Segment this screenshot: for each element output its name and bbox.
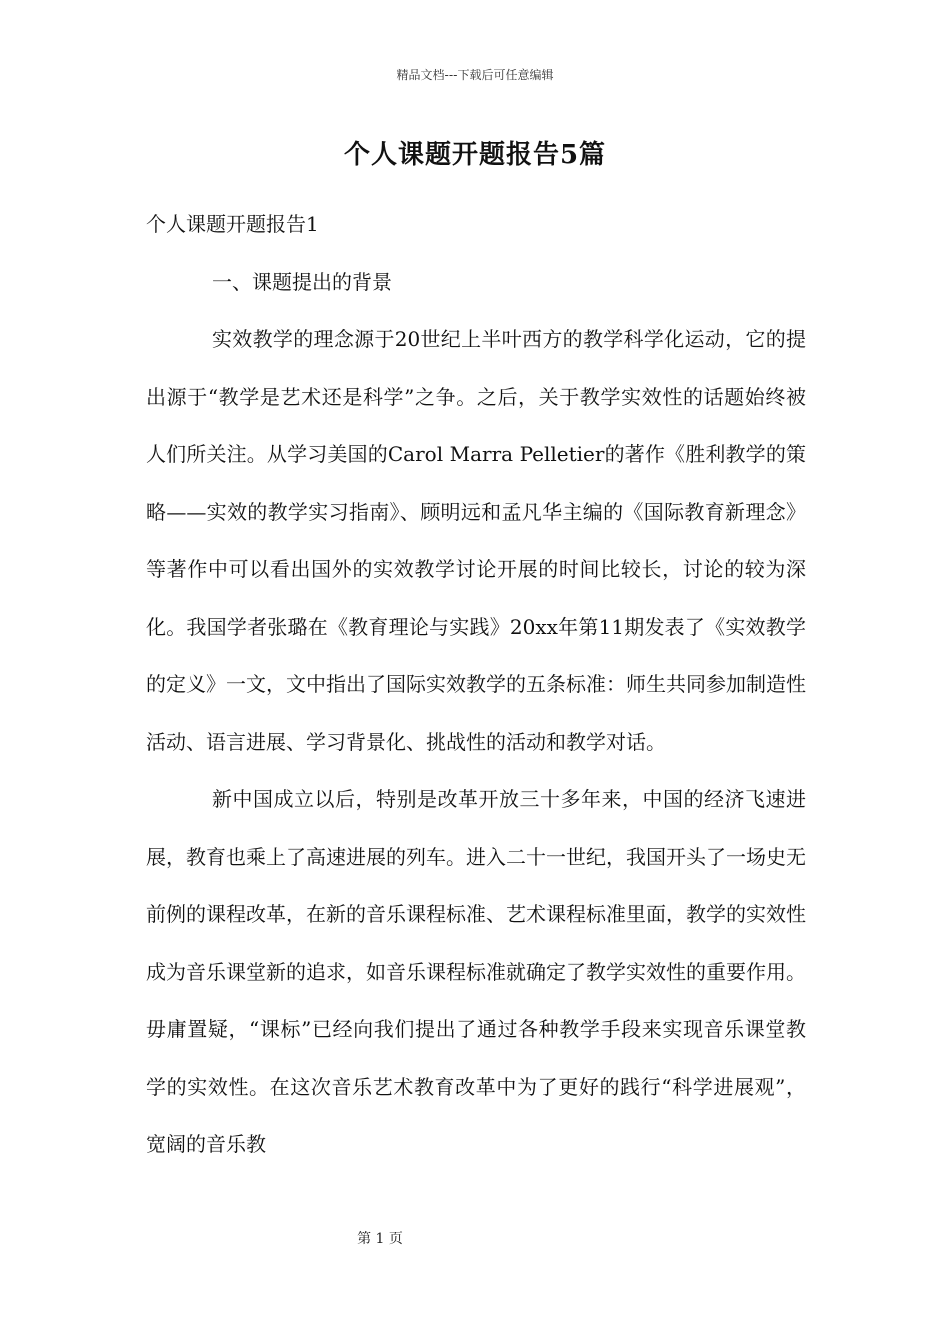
page-number: 第 1 页 — [357, 1231, 403, 1247]
document-title: 个人课题开题报告5篇 — [343, 140, 607, 170]
paragraph-1: 实效教学的理念源于20世纪上半叶西方的教学科学化运动，它的提出源于“教学是艺术还是科学”之争。之后，关于教学实效性的话题始终被人们所关注。从学习美国的Carol Marra Pelletier的著作《胜利教学的策略——实效的教学实习指南》、顾明远和孟凡华主编的《国际教育新理念》等著作中可以看出国外的实效教学讨论开展的时间比较长，讨论的较为深化。我国学者张璐在《教育理论与实践》20xx年第11期发表了《实效教学的定义》一文，文中指出了国际实效教学的五条标准：师生共同参加制造性活动、语言进展、学习背景化、挑战性的活动和教学对话。 — [146, 327, 806, 754]
subheading: 一、课题提出的背景 — [212, 269, 392, 294]
paragraph-2: 新中国成立以后，特别是改革开放三十多年来，中国的经济飞速进展，教育也乘上了高速进展的列车。进入二十一世纪，我国开头了一场史无前例的课程改革，在新的音乐课程标准、艺术课程标准里面，教学的实效性成为音乐课堂新的追求，如音乐课程标准就确定了教学实效性的重要作用。毋庸置疑，“课标”已经向我们提出了通过各种教学手段来实现音乐课堂教学的实效性。在这次音乐艺术教育改革中为了更好的践行“科学进展观”，宽阔的音乐教 — [146, 787, 806, 1156]
section-title: 个人课题开题报告1 — [146, 212, 319, 236]
page-header: 精品文档---下载后可任意编辑 — [396, 68, 554, 82]
document-body — [146, 196, 806, 1174]
